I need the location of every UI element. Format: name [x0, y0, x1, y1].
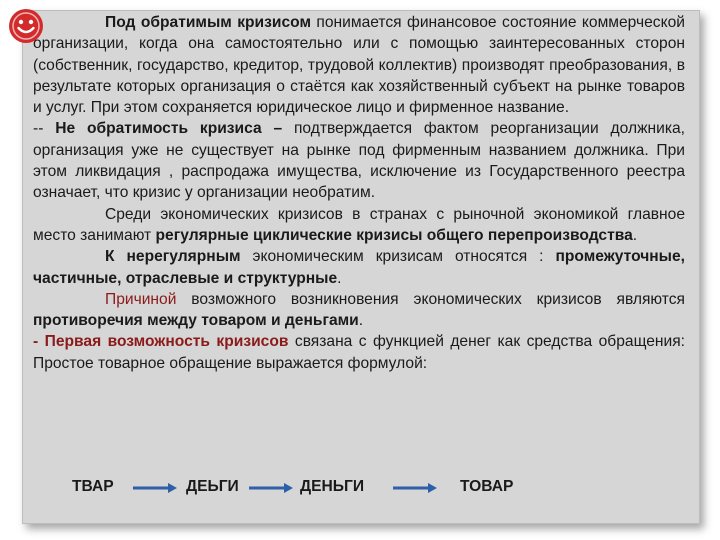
term-regular-crises: регулярные циклические кризисы общего перепроизводства: [155, 226, 633, 244]
irregular-end: .: [337, 269, 342, 287]
right-arrow-icon: [392, 482, 438, 494]
right-arrow-icon: [248, 482, 294, 494]
definition-irreversible-crisis: подтверждается фактом реорганизации должника, организация уже не существует на рынке под фирменным названием должника. При этом ликвидация , распродажа имущества, исключение из Государственного реестра означает, что кризис у организации необратим.: [33, 120, 685, 202]
irregular-types: промежуточные, частичные, отраслевые и структурные: [33, 248, 685, 287]
right-arrow-icon: [132, 482, 178, 494]
definition-reversible-crisis: понимается финансовое состояние коммерческой организации, когда она самостоятельно или с помощью заинтересованных сторон (собственник, государство, кредитор, трудовой коллектив) производят преобразования, в результате которых организация о стаётся как хозяйственный субъект на рынке товаров и услуг. При этом сохраняется юридическое лицо и фирменное название.: [33, 14, 685, 117]
dash-prefix: --: [33, 120, 56, 138]
formula-term-4: ТОВАР: [460, 478, 514, 495]
cause-text: возможного возникновения экономических кризисов являются: [176, 290, 685, 308]
regular-crises-intro: Среди экономических кризисов в странах с рыночной экономикой главное место занимают: [33, 205, 685, 244]
formula-row: [0, 476, 720, 500]
formula-term-3: ДЕНЬГИ: [300, 478, 365, 495]
cause-end: .: [358, 312, 364, 330]
term-irregular: К нерегулярным: [105, 248, 241, 266]
paragraph-irreversible-crisis: [33, 118, 685, 203]
term-cause: Причиной: [105, 290, 177, 308]
term-irreversible-crisis: Не обратимость кризиса –: [55, 120, 283, 138]
paragraph-first-possibility: [33, 331, 685, 374]
formula-term-1: ТВАР: [72, 478, 114, 495]
term-reversible-crisis: Под обратимым кризисом: [105, 14, 311, 31]
term-contradictions: противоречия между товаром и деньгами: [33, 312, 359, 330]
paragraph-irregular-crises: [33, 246, 685, 289]
text-block: [33, 12, 685, 374]
paragraph-cause: [33, 289, 685, 332]
irregular-intro: экономическим кризисам относятся :: [240, 248, 556, 266]
regular-crises-end: .: [632, 226, 638, 244]
paragraph-reversible-crisis: [33, 12, 685, 118]
first-possibility-text: связана с функцией денег как средства обращения: Простое товарное обращение выражается формулой:: [33, 333, 686, 372]
paragraph-regular-crises: [33, 204, 685, 247]
term-first-possibility: - Первая возможность кризисов: [33, 333, 289, 351]
formula-term-2: ДЕЬГИ: [186, 478, 239, 495]
